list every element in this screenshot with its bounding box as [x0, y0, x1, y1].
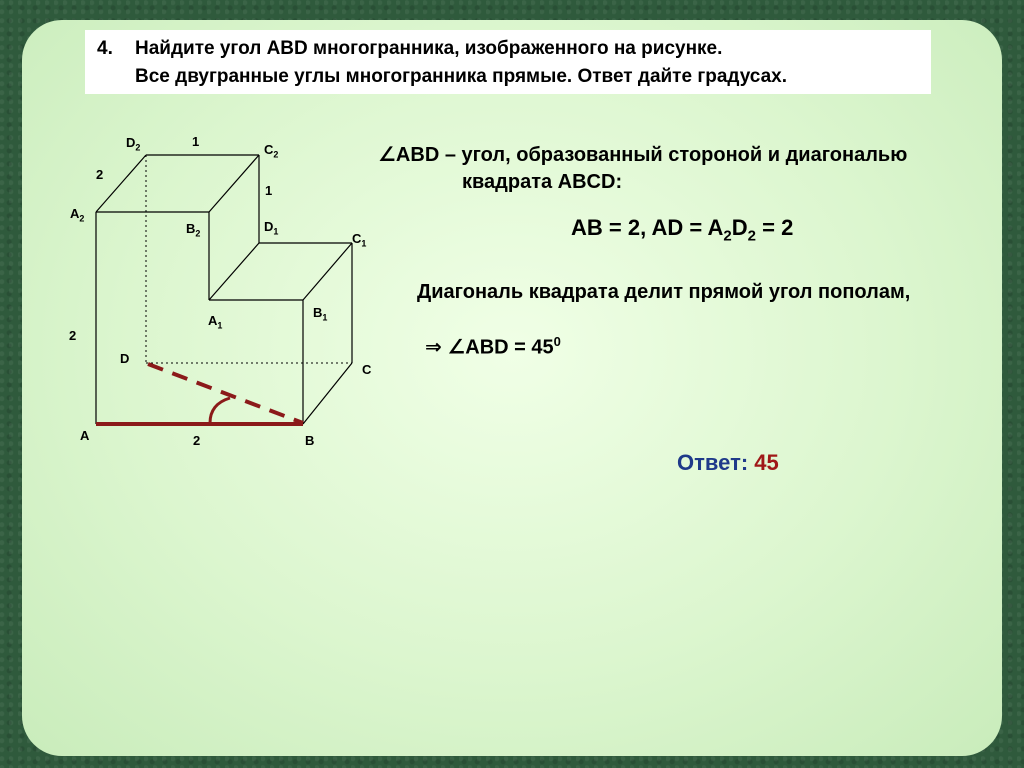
label-b: B	[305, 433, 315, 448]
solution-definition-line2: квадрата ABCD:	[462, 171, 623, 193]
angle-arc	[210, 398, 230, 423]
dim-right-vertical: 1	[265, 183, 273, 198]
task-text-line1: Найдите угол ABD многогранника, изображенного на рисунке.	[135, 38, 723, 59]
label-a2: $A_2$	[70, 206, 85, 224]
answer	[677, 450, 779, 476]
solution-equation: AB = 2, AD = $A_2D_2 = 2$	[571, 215, 794, 245]
label-b2: $B_2$	[186, 221, 201, 239]
answer-value: 45	[754, 450, 779, 475]
solution-definition-line1: ∠ABD – угол, образованный стороной и диагональю	[378, 144, 908, 166]
solution-diagonal-statement: Диагональ квадрата делит прямой угол пополам,	[417, 281, 911, 303]
dim-left-top: 2	[96, 167, 104, 182]
visible-edges	[96, 155, 352, 424]
dim-left-vertical: 2	[69, 328, 77, 343]
label-c1: $C_1$	[352, 231, 367, 249]
label-b1: $B_1$	[313, 305, 328, 323]
label-d: D	[120, 351, 130, 366]
diagonal-bd	[148, 364, 303, 423]
dim-bottom: 2	[193, 433, 201, 448]
hidden-edges	[146, 155, 352, 363]
label-a1: $A_1$	[208, 313, 223, 331]
label-a: A	[80, 428, 90, 443]
label-d1: $D_1$	[264, 219, 279, 237]
label-c2: $C_2$	[264, 142, 279, 160]
solution-result: ⇒ ∠ABD = $45^0$	[425, 334, 561, 359]
dim-top-edge: 1	[192, 134, 200, 149]
label-c: C	[362, 362, 372, 377]
task-number: 4.	[97, 38, 113, 59]
answer-label: Ответ:	[677, 450, 755, 475]
task-text-line2: Все двугранные углы многогранника прямые. Ответ дайте градусах.	[135, 66, 788, 87]
label-d2: $D_2$	[126, 135, 141, 153]
